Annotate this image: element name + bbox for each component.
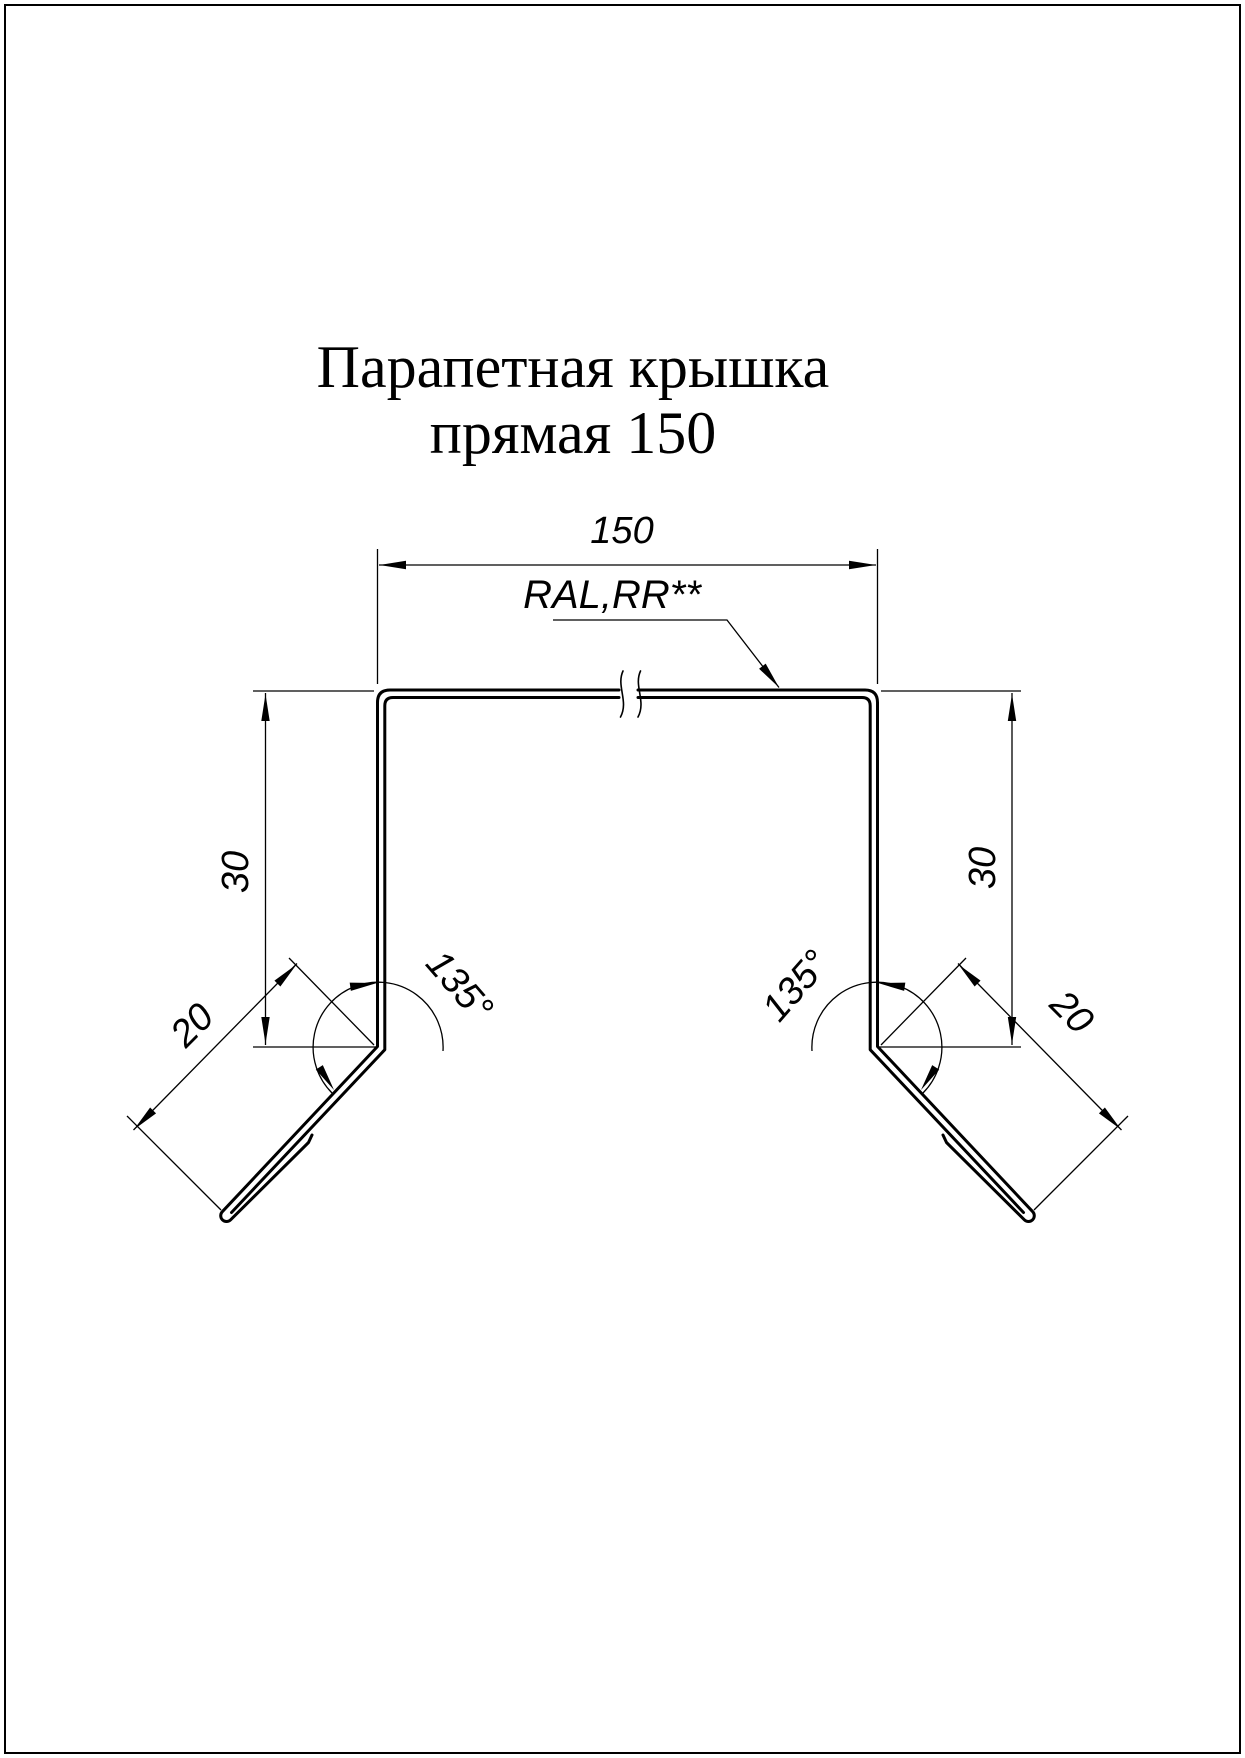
- dim-20-right-label: 20: [1041, 982, 1102, 1043]
- title-line-2: прямая 150: [429, 400, 717, 466]
- dim-arrow: [849, 561, 876, 569]
- dim-arrow: [261, 1017, 269, 1044]
- arc-arrow: [316, 1065, 338, 1092]
- dim-30-right-label: 30: [962, 846, 1004, 890]
- dim-arrow: [1008, 694, 1016, 721]
- dim-arrow: [956, 962, 981, 987]
- dim-20-left-label: 20: [162, 995, 223, 1056]
- break-symbol: [621, 671, 642, 717]
- profile-outer-right: [638, 690, 1034, 1221]
- ext-line-20-right-2: [1034, 1116, 1128, 1210]
- profile-inner-left: [232, 698, 620, 1213]
- arc-arrow: [877, 979, 905, 991]
- arc-arrow: [350, 979, 378, 991]
- dim-arrow: [379, 561, 406, 569]
- title-line-1: Парапетная крышка: [316, 334, 830, 400]
- coating-leader-line: [553, 620, 779, 688]
- angle-135-left-label: 135°: [417, 942, 501, 1030]
- ext-line-20-left-2: [127, 1116, 221, 1210]
- coating-label: RAL,RR**: [523, 573, 701, 617]
- leader-arrow: [759, 664, 782, 690]
- profile-inner-right: [638, 698, 1024, 1213]
- dim-150-label: 150: [590, 510, 654, 552]
- dim-arrow: [1099, 1107, 1124, 1132]
- dim-arrow: [261, 694, 269, 721]
- angle-135-right-label: 135°: [754, 942, 838, 1030]
- dim-arrow: [131, 1107, 156, 1132]
- profile-outer-left: [221, 690, 619, 1222]
- arc-arrow: [917, 1065, 939, 1092]
- dim-arrow: [274, 962, 299, 987]
- dim-30-left-label: 30: [215, 850, 257, 894]
